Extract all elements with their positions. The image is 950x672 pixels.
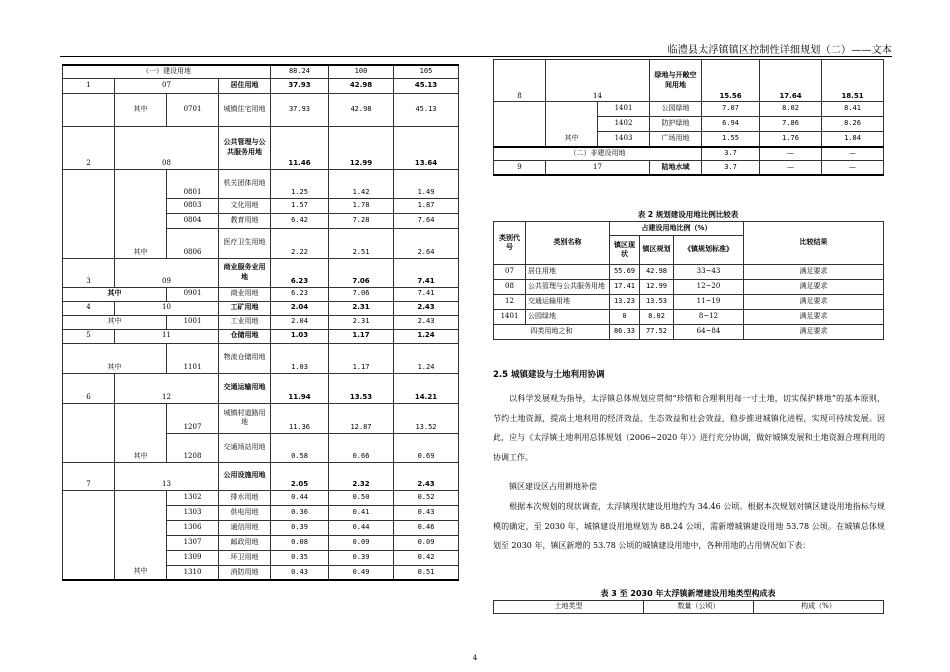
table-row: 1306 通信用地 0.39 0.44 0.46 — [63, 520, 459, 535]
paragraph: 镇区建设区占用耕地补偿 — [509, 482, 597, 491]
table-row: 1 07 居住用地 37.93 42.98 45.13 — [63, 78, 459, 93]
table-header-row: 镇区现状 镇区规划 《镇规划标准》 — [494, 236, 884, 265]
table-row: 1401 公园绿地 7.07 8.02 8.41 — [494, 102, 884, 117]
table-row: 2 08 公共管理与公共服务用地 11.46 12.99 13.64 — [63, 126, 459, 169]
table-row: （二）非建设用地 3.7 — — — [494, 147, 884, 161]
table-row: 1307 邮政用地 0.08 0.09 0.09 — [63, 535, 459, 550]
table-row: 1303 供电用地 0.36 0.41 0.43 — [63, 505, 459, 520]
table3-caption: 表 3 至 2030 年太浮镇新增建设用地类型构成表 — [600, 589, 776, 598]
table-row: 其中 1310 消防用地 0.43 0.49 0.51 — [63, 565, 459, 580]
table-row: 其中 1001 工业用地 2.04 2.31 2.43 — [63, 315, 459, 329]
table-row: 1207 城镇村道路用地 11.36 12.87 13.52 — [63, 403, 459, 433]
table-row: 3 09 商业服务业用地 6.23 7.06 7.41 — [63, 258, 459, 287]
table-header-row: 土地类型 数量（公顷） 构成（%） — [494, 601, 884, 614]
new-construction-land-table — [493, 600, 884, 614]
table-row: 6 12 交通运输用地 11.94 13.53 14.21 — [63, 373, 459, 403]
land-use-table-continued — [493, 59, 884, 176]
table-row: 其中 1101 物流仓储用地 1.03 1.17 1.24 — [63, 343, 459, 373]
table-row: 其中 1403 广场用地 1.55 1.76 1.84 — [494, 132, 884, 147]
table-row: 12 交通运输用地 13.23 13.53 11~19 满足要求 — [494, 295, 884, 310]
document-header-title: 临澧县太浮镇镇区控制性详细规划（二）——文本 — [667, 45, 892, 56]
table-row: 9 17 陆地水域 3.7 — — — [494, 161, 884, 175]
table2-caption: 表 2 规划建设用地比例比较表 — [637, 210, 739, 219]
table-row: 5 11 仓储用地 1.03 1.17 1.24 — [63, 329, 459, 343]
table-row: 其中 1208 交通场站用地 0.58 0.66 0.69 — [63, 433, 459, 462]
table-row: 07 居住用地 55.69 42.98 33~43 满足要求 — [494, 265, 884, 280]
table-row: 其中 0701 城镇住宅用地 37.93 42.98 45.13 — [63, 93, 459, 126]
table-row: 1309 环卫用地 0.35 0.39 0.42 — [63, 550, 459, 565]
table-header-row: 类别代号 类别名称 占建设用地比例（%） 比较结果 — [494, 222, 884, 236]
header-divider — [60, 56, 892, 57]
section-title: 2.5 城镇建设与土地利用协调 — [493, 370, 605, 380]
table-row: 0804 教育用地 6.42 7.28 7.64 — [63, 213, 459, 228]
land-ratio-comparison-table — [493, 221, 884, 340]
table-row: 08 公共管理与公共服务用地 17.41 12.99 12~20 满足要求 — [494, 280, 884, 295]
table-row: 其中 0806 医疗卫生用地 2.22 2.51 2.64 — [63, 228, 459, 258]
land-use-table — [62, 64, 459, 581]
paragraph: 以科学发展观为指导，太浮镇总体规划应贯彻“珍惜和合理利用每一寸土地，切实保护耕地”的基本原则，节约土地资源，提高土地利用的经济效益、生态效益和社会效益，稳步推进城镇化进程，实现可持续发展。因此，应与《太浮镇土地利用总体规划（2006~2020 年）》进行充分协调，做好城镇发展和土地资源合理利用的协调工作。 — [493, 394, 885, 462]
table-row: 1402 防护绿地 6.94 7.86 8.26 — [494, 117, 884, 132]
table-row: 0803 文化用地 1.57 1.78 1.87 — [63, 198, 459, 213]
table-row: 7 13 公用设施用地 2.05 2.32 2.43 — [63, 462, 459, 490]
table-row: 四类用地之和 86.33 77.52 64~84 满足要求 — [494, 325, 884, 340]
table-row: 其中 0901 商业用地 6.23 7.06 7.41 — [63, 287, 459, 301]
table-row: 8 14 绿地与开敞空间用地 15.56 17.64 18.51 — [494, 60, 884, 102]
table-row: （一）建设用地 88.24 100 105 — [63, 65, 459, 78]
table-row: 0801 机关团体用地 1.25 1.42 1.49 — [63, 169, 459, 198]
table-row: 4 10 工矿用地 2.04 2.31 2.43 — [63, 301, 459, 315]
table-row: 1302 排水用地 0.44 0.50 0.52 — [63, 490, 459, 505]
table-row: 1401 公园绿地 0 8.02 8~12 满足要求 — [494, 310, 884, 325]
paragraph: 根据本次规划的现状调查，太浮镇现状建设用地约为 34.46 公顷。根据本次规划对镇区建设用地指标与规模的确定，至 2030 年，城镇建设用地规划为 88.24 公顷，需新增城镇建设用地 53.78 公顷。在城镇总体规划至 2030 年，镇区新增的 53.78 公顷的城镇建设用地中，各种用地的占用情况如下表： — [493, 502, 885, 550]
page-number: 4 — [472, 654, 478, 662]
